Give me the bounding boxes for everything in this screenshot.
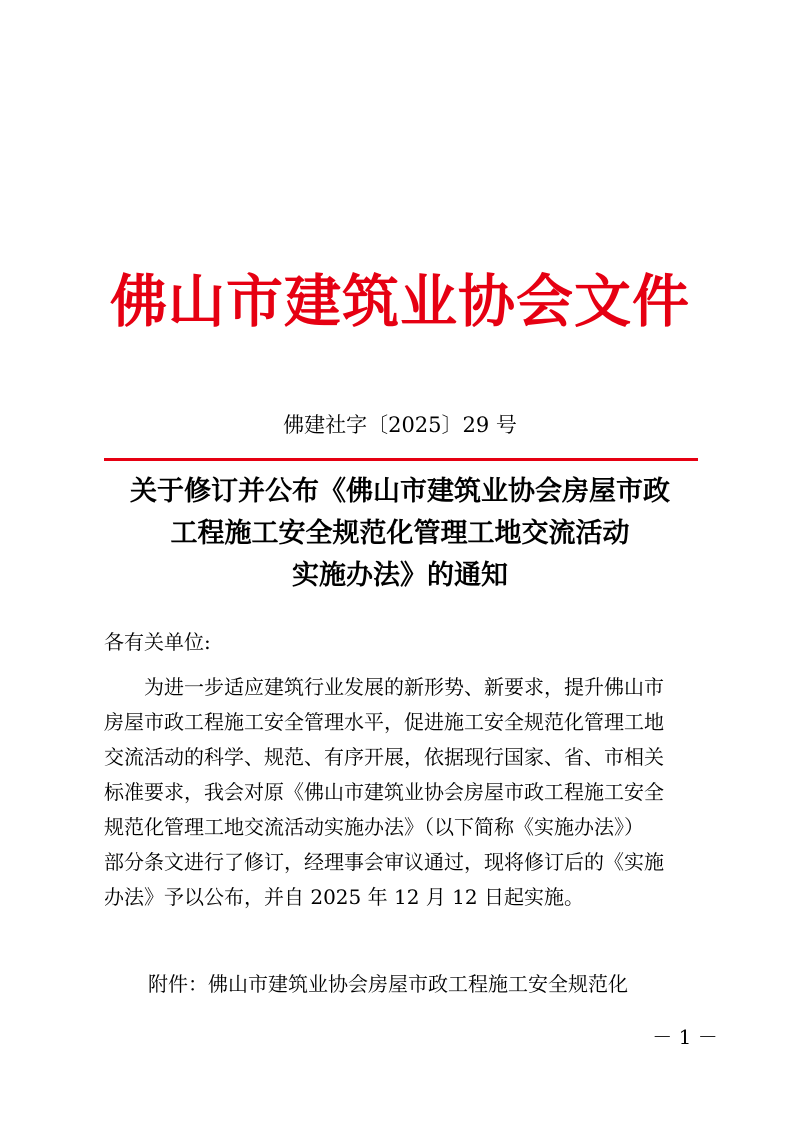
body-line: 交流活动的科学、规范、有序开展，依据现行国家、省、市相关 [104, 745, 664, 769]
body-line: 部分条文进行了修订，经理事会审议通过，现将修订后的《实施 [104, 850, 664, 874]
page-number: － 1 － [652, 1025, 718, 1049]
notice-title [100, 471, 700, 597]
notice-title-line: 工程施工安全规范化管理工地交流活动 [170, 518, 630, 549]
issuer-header: 佛山市建筑业协会文件 [110, 269, 690, 335]
document-number: 佛建社字〔2025〕29 号 [283, 413, 517, 437]
body-line: 标准要求，我会对原《佛山市建筑业协会房屋市政工程施工安全 [104, 780, 664, 804]
notice-title-line: 实施办法》的通知 [292, 560, 508, 591]
salutation: 各有关单位: [104, 630, 211, 654]
body-paragraph [104, 670, 704, 915]
red-divider-line [104, 458, 698, 461]
notice-title-line: 关于修订并公布《佛山市建筑业协会房屋市政 [130, 476, 670, 507]
body-line: 办法》予以公布，并自 2025 年 12 月 12 日起实施。 [104, 885, 584, 909]
attachment-line: 附件：佛山市建筑业协会房屋市政工程施工安全规范化 [148, 972, 628, 996]
body-line: 规范化管理工地交流活动实施办法》（以下简称《实施办法》） [104, 815, 644, 839]
body-line: 房屋市政工程施工安全管理水平，促进施工安全规范化管理工地 [104, 710, 664, 734]
body-line: 为进一步适应建筑行业发展的新形势、新要求，提升佛山市 [104, 675, 664, 699]
